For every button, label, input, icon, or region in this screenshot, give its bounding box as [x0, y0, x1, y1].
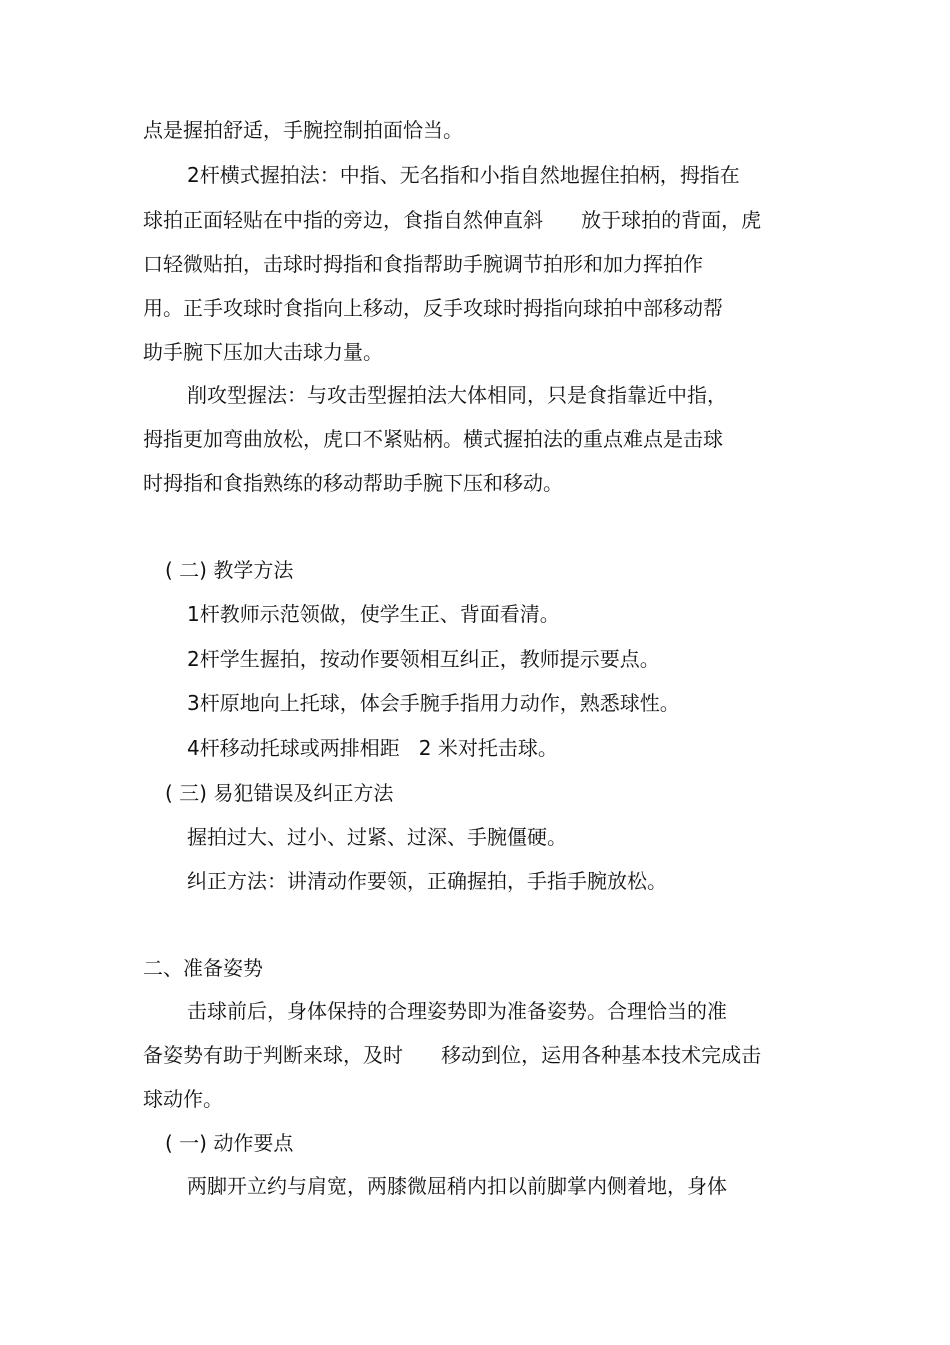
section-heading: ( 二) 教学方法 [165, 558, 294, 582]
section-heading: ( 一) 动作要点 [165, 1131, 294, 1155]
list-item: 2杆学生握拍，按动作要领相互纠正，教师提示要点。 [187, 647, 660, 671]
paragraph-line: 助手腕下压加大击球力量。 [143, 340, 383, 364]
list-item: 4杆移动托球或两排相距 2 米对托击球。 [187, 736, 558, 760]
paragraph-line: 用。正手攻球时食指向上移动，反手攻球时拇指向球拍中部移动帮 [143, 296, 723, 320]
section-heading: ( 三) 易犯错误及纠正方法 [165, 781, 394, 805]
paragraph-line: 点是握拍舒适，手腕控制拍面恰当。 [143, 118, 463, 142]
chapter-heading: 二、准备姿势 [143, 956, 263, 980]
paragraph-line: 2杆横式握拍法：中指、无名指和小指自然地握住拍柄，拇指在 [187, 163, 740, 187]
paragraph-line: 备姿势有助于判断来球，及时 移动到位，运用各种基本技术完成击 [143, 1043, 762, 1067]
paragraph-line: 握拍过大、过小、过紧、过深、手腕僵硬。 [187, 825, 567, 849]
paragraph-line: 球动作。 [143, 1087, 223, 1111]
paragraph-line: 击球前后，身体保持的合理姿势即为准备姿势。合理恰当的准 [187, 999, 727, 1023]
paragraph-line: 时拇指和食指熟练的移动帮助手腕下压和移动。 [143, 471, 563, 495]
paragraph-line: 削攻型握法：与攻击型握拍法大体相同，只是食指靠近中指， [187, 383, 727, 407]
paragraph-line: 拇指更加弯曲放松，虎口不紧贴柄。横式握拍法的重点难点是击球 [143, 427, 723, 451]
paragraph-line: 纠正方法：讲清动作要领，正确握拍，手指手腕放松。 [187, 869, 667, 893]
paragraph-line: 两脚开立约与肩宽，两膝微屈稍内扣以前脚掌内侧着地，身体 [187, 1174, 727, 1198]
paragraph-line: 球拍正面轻贴在中指的旁边，食指自然伸直斜 放于球拍的背面，虎 [143, 208, 762, 232]
paragraph-line: 口轻微贴拍，击球时拇指和食指帮助手腕调节拍形和加力挥拍作 [143, 252, 703, 276]
list-item: 3杆原地向上托球，体会手腕手指用力动作，熟悉球性。 [187, 691, 680, 715]
list-item: 1杆教师示范领做，使学生正、背面看清。 [187, 602, 560, 626]
